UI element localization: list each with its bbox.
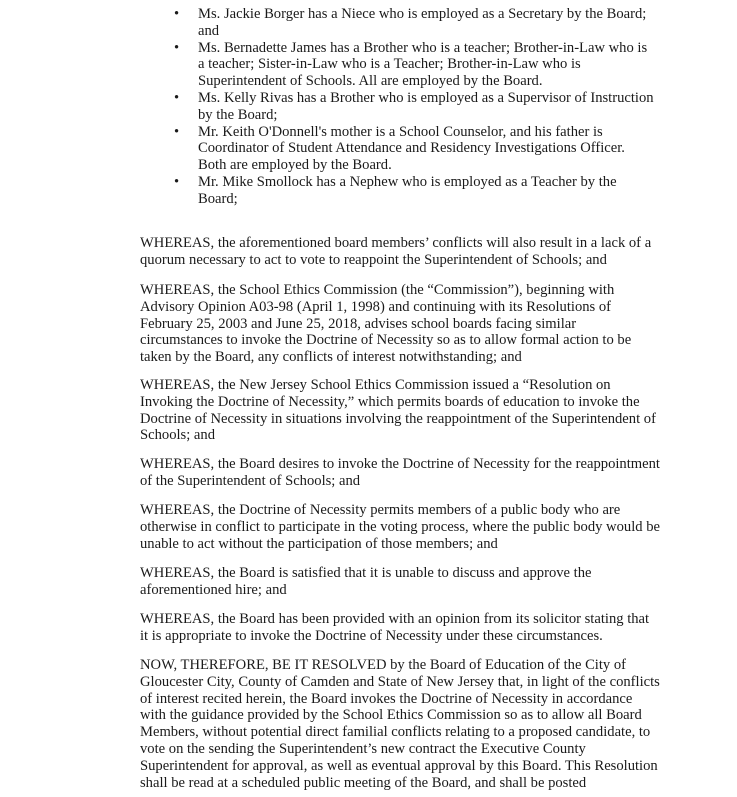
bullet-text: Ms. Bernadette James has a Brother who is a teacher; Brother-in-Law who is a teacher; Sister-in-Law who is a Teacher; Brother-in-Law who is Superintendent of Schools. All are employed by the Board. [198, 39, 648, 90]
bullet-text: Mr. Keith O'Donnell's mother is a School Counselor, and his father is Coordinator of Student Attendance and Residency Investigations Officer. Both are employed by the Board. [198, 123, 625, 174]
bullet-item-odonnell [174, 124, 654, 174]
bullet-dot-icon: • [174, 173, 180, 190]
relationship-bullet-list [174, 6, 654, 208]
resolved-paragraph: NOW, THEREFORE, BE IT RESOLVED by the Board of Education of the City of Gloucester City, County of Camden and State of New Jersey that, in light of the conflicts of interest recited herein, the Board invokes the Doctrine of Necessity in accordance with the guidance provided by the School Ethics Commission so as to allow all Board Members, without potential direct familial conflicts relating to a proposed candidate, to vote on the sending the Superintendent’s new contract the Executive County Superintendent for approval, as well as eventual approval by this Board. This Resolution shall be read at a scheduled public meeting of the Board, and shall be posted [140, 657, 660, 791]
whereas-solicitor-paragraph: WHEREAS, the Board has been provided with an opinion from its solicitor stating that it is appropriate to invoke the Doctrine of Necessity under these circumstances. [140, 611, 650, 644]
whereas-commission-paragraph: WHEREAS, the School Ethics Commission (the “Commission”), beginning with Advisory Opinion A03-98 (April 1, 1998) and continuing with its Resolutions of February 25, 2003 and June 25, 2018, advises school boards facing similar circumstances to invoke the Doctrine of Necessity so as to allow formal action to be taken by the Board, any conflicts of interest notwithstanding; and [140, 282, 632, 366]
whereas-doctrine-permits-paragraph: WHEREAS, the Doctrine of Necessity permits members of a public body who are otherwise in conflict to participate in the voting process, where the public body would be unable to act without the participation of those members; and [140, 502, 660, 552]
bullet-item-smollock [174, 174, 654, 208]
whereas-nj-resolution-paragraph: WHEREAS, the New Jersey School Ethics Commission issued a “Resolution on Invoking the Doctrine of Necessity,” which permits boards of education to invoke the Doctrine of Necessity in situations involving the reappointment of the Superintendent of Schools; and [140, 377, 656, 444]
bullet-dot-icon: • [174, 39, 180, 56]
bullet-item-james [174, 40, 654, 90]
bullet-text: Mr. Mike Smollock has a Nephew who is employed as a Teacher by the Board; [198, 173, 617, 207]
whereas-board-satisfied-paragraph: WHEREAS, the Board is satisfied that it is unable to discuss and approve the aforementioned hire; and [140, 565, 592, 598]
whereas-board-desires-paragraph: WHEREAS, the Board desires to invoke the Doctrine of Necessity for the reappointment of the Superintendent of Schools; and [140, 456, 660, 489]
bullet-item-borger [174, 6, 654, 40]
bullet-dot-icon: • [174, 89, 180, 106]
bullet-text: Ms. Jackie Borger has a Niece who is employed as a Secretary by the Board; and [198, 6, 647, 39]
whereas-quorum-paragraph: WHEREAS, the aforementioned board members’ conflicts will also result in a lack of a quorum necessary to act to vote to reappoint the Superintendent of Schools; and [140, 235, 652, 268]
bullet-item-rivas [174, 90, 654, 124]
bullet-text: Ms. Kelly Rivas has a Brother who is employed as a Supervisor of Instruction by the Board; [198, 89, 654, 123]
bullet-dot-icon: • [174, 123, 180, 140]
bullet-dot-icon: • [174, 6, 180, 22]
